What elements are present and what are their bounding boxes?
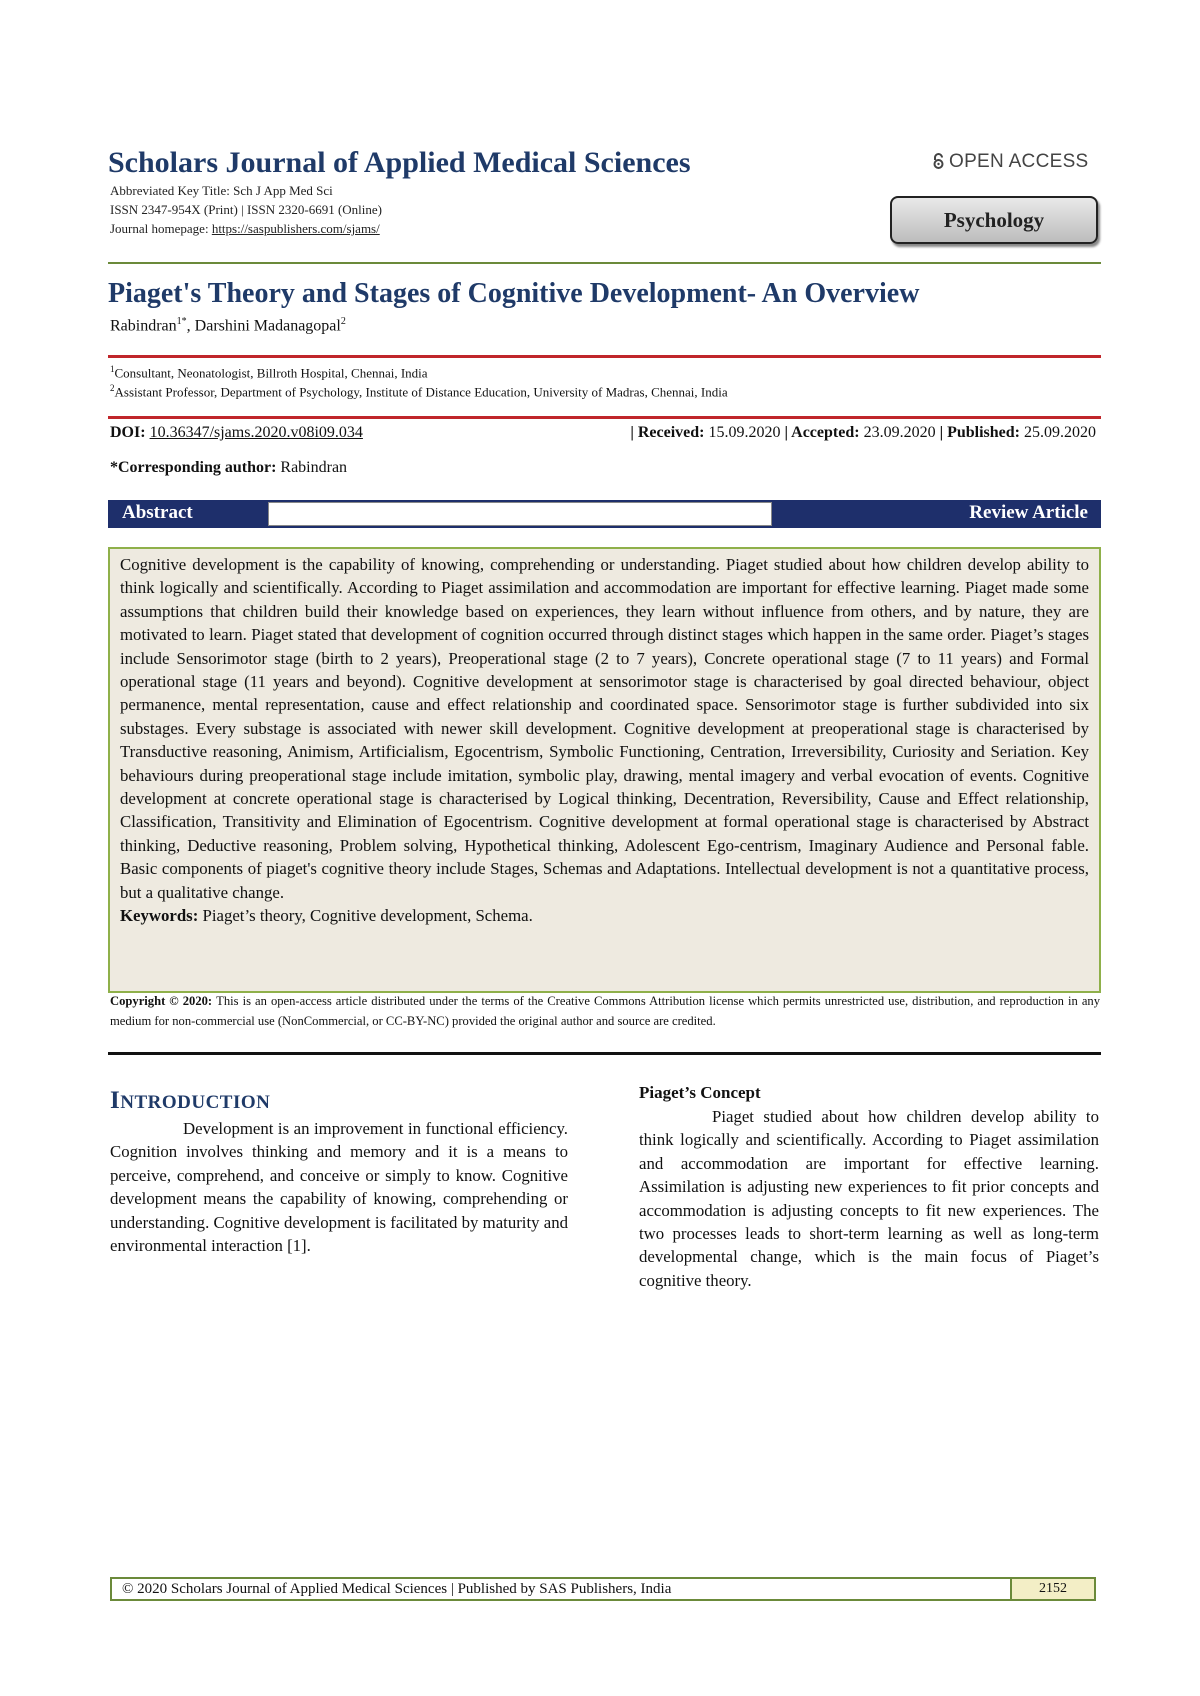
journal-title: Scholars Journal of Applied Medical Sciences (108, 146, 691, 179)
corresponding-author (110, 459, 347, 477)
published-date: 25.09.2020 (1024, 424, 1096, 441)
heading-initial: I (110, 1087, 121, 1114)
doi-link[interactable]: 10.36347/sjams.2020.v08i09.034 (149, 424, 363, 441)
affil-text: Consultant, Neonatologist, Billroth Hospital, Chennai, India (114, 365, 428, 381)
open-lock-icon (932, 153, 945, 169)
published-label: | Published: (935, 424, 1024, 441)
footer-text: © 2020 Scholars Journal of Applied Medical Sciences | Published by SAS Publishers, India (122, 1580, 672, 1597)
journal-issn: ISSN 2347-954X (Print) | ISSN 2320-6691 (Online) (110, 202, 382, 217)
author-list (110, 316, 346, 335)
corresponding-name: Rabindran (280, 459, 348, 476)
affil-sup: 2 (110, 383, 115, 393)
keywords-line (120, 904, 1089, 927)
author-name: Rabindran (110, 317, 177, 335)
copyright-notice (110, 992, 1100, 1031)
open-access-badge (932, 151, 1089, 173)
article-title: Piaget's Theory and Stages of Cognitive Development- An Overview (108, 278, 920, 309)
introduction-heading (110, 1087, 270, 1115)
keywords-label: Keywords: (120, 906, 203, 926)
abstract-label: Abstract (122, 502, 193, 523)
concept-text: Piaget studied about how children develop ability to think logically and scientifically. According to Piaget assimilation and accommodation are important for effective learning. Assimilation is adjusting new experiences to fit prior concepts and accommodation is adjusting concepts to fit new experiences. The two processes leads to short-term learning as well as long-term developmental change, which is the main focus of Piaget’s cognitive theory. (639, 1107, 1099, 1290)
doi-label: DOI: (110, 424, 150, 441)
journal-homepage (110, 221, 380, 237)
received-date: 15.09.2020 (708, 424, 781, 441)
affil-sup: 1 (110, 364, 115, 374)
homepage-label: Journal homepage: (110, 221, 212, 236)
corresponding-label: *Corresponding author: (110, 459, 281, 476)
page-footer (110, 1577, 1096, 1601)
subject-button[interactable]: Psychology (890, 196, 1098, 244)
affiliation-1 (110, 364, 428, 381)
abstract-bar-blank (268, 502, 772, 526)
affiliation-2 (110, 383, 728, 400)
abstract-box (108, 547, 1101, 993)
doi-line (110, 424, 363, 442)
author-separator: , (186, 317, 195, 335)
introduction-text: Development is an improvement in functional efficiency. Cognition involves thinking and memory and it is a means to perceive, comprehend, and conceive or simply to know. Cognitive development means the capability of knowing, comprehending or understanding. Cognitive development is facilitated by maturity and environmental interaction [1]. (110, 1119, 568, 1256)
article-type-label: Review Article (969, 502, 1088, 523)
article-dates (630, 424, 1096, 442)
affiliation-divider-bottom (108, 416, 1101, 419)
accepted-label: | Accepted: (780, 424, 864, 441)
concept-heading: Piaget’s Concept (639, 1083, 761, 1102)
affiliation-divider-top (108, 355, 1101, 358)
author-sup: 2 (340, 316, 346, 327)
abstract-text: Cognitive development is the capability of knowing, comprehending or understanding. Piaget studied about how children develop ability to think logically and scientifically. According to Piaget assimilation and accommodation are important for effective learning. Piaget made some assumptions that children build their knowledge based on experiences, they learn without influence from others, and by nature, they are motivated to learn. Piaget stated that development of cognition occurred through distinct stages which happen in the same order. Piaget’s stages include Sensorimotor stage (birth to 2 years), Preoperational stage (2 to 7 years), Concrete operational stage (7 to 11 years) and Formal operational stage (11 years and beyond). Cognitive development at sensorimotor stage is characterised by goal directed behaviour, object permanence, mental representation, cause and effect relationship and coordinated space. Sensorimotor stage is further subdivided into six substages. Every substage is associated with newer skill development. Cognitive development at preoperational stage is characterised by Transductive reasoning, Animism, Artificialism, Egocentrism, Symbolic Functioning, Centration, Irreversibility, Curiosity and Seriation. Key behaviours during preoperational stage include imitation, symbolic play, drawing, mental imagery and verbal evocation of events. Cognitive development at concrete operational stage is characterised by Logical thinking, Decentration, Reversibility, Cause and Effect relationship, Classification, Transitivity and Elimination of Egocentrism. Cognitive development at formal operational stage is characterised by Abstract thinking, Deductive reasoning, Problem solving, Hypothetical thinking, Adolescent Ego-centrism, Imaginary Audience and Personal fable. Basic components of piaget's cognitive theory include Stages, Schemas and Adaptations. Intellectual development is not a quantitative process, but a qualitative change. (120, 555, 1089, 902)
copyright-label: Copyright © 2020: (110, 994, 217, 1008)
affil-text: Assistant Professor, Department of Psychology, Institute of Distance Education, University of Madras, Chennai, India (114, 384, 728, 400)
page-number: 2152 (1010, 1579, 1094, 1599)
author-sup: 1* (176, 316, 187, 327)
accepted-date: 23.09.2020 (863, 424, 936, 441)
homepage-link[interactable]: https://saspublishers.com/sjams/ (211, 221, 380, 236)
concept-column (639, 1105, 1099, 1292)
copyright-text: This is an open-access article distributed under the terms of the Creative Commons Attribution license which permits unrestricted use, distribution, and reproduction in any medium for non-commercial use (NonCommercial, or CC-BY-NC) provided the original author and source are credited. (110, 994, 1101, 1028)
header-divider (108, 262, 1101, 264)
abstract-end-divider (108, 1052, 1101, 1055)
author-name: Darshini Madanagopal (194, 317, 341, 335)
keywords-text: Piaget’s theory, Cognitive development, Schema. (202, 906, 533, 926)
journal-abbrev: Abbreviated Key Title: Sch J App Med Sci (110, 183, 333, 198)
heading-rest: NTRODUCTION (120, 1092, 271, 1113)
introduction-column (110, 1117, 568, 1257)
open-access-label: OPEN ACCESS (949, 151, 1089, 172)
received-label: | Received: (630, 424, 709, 441)
